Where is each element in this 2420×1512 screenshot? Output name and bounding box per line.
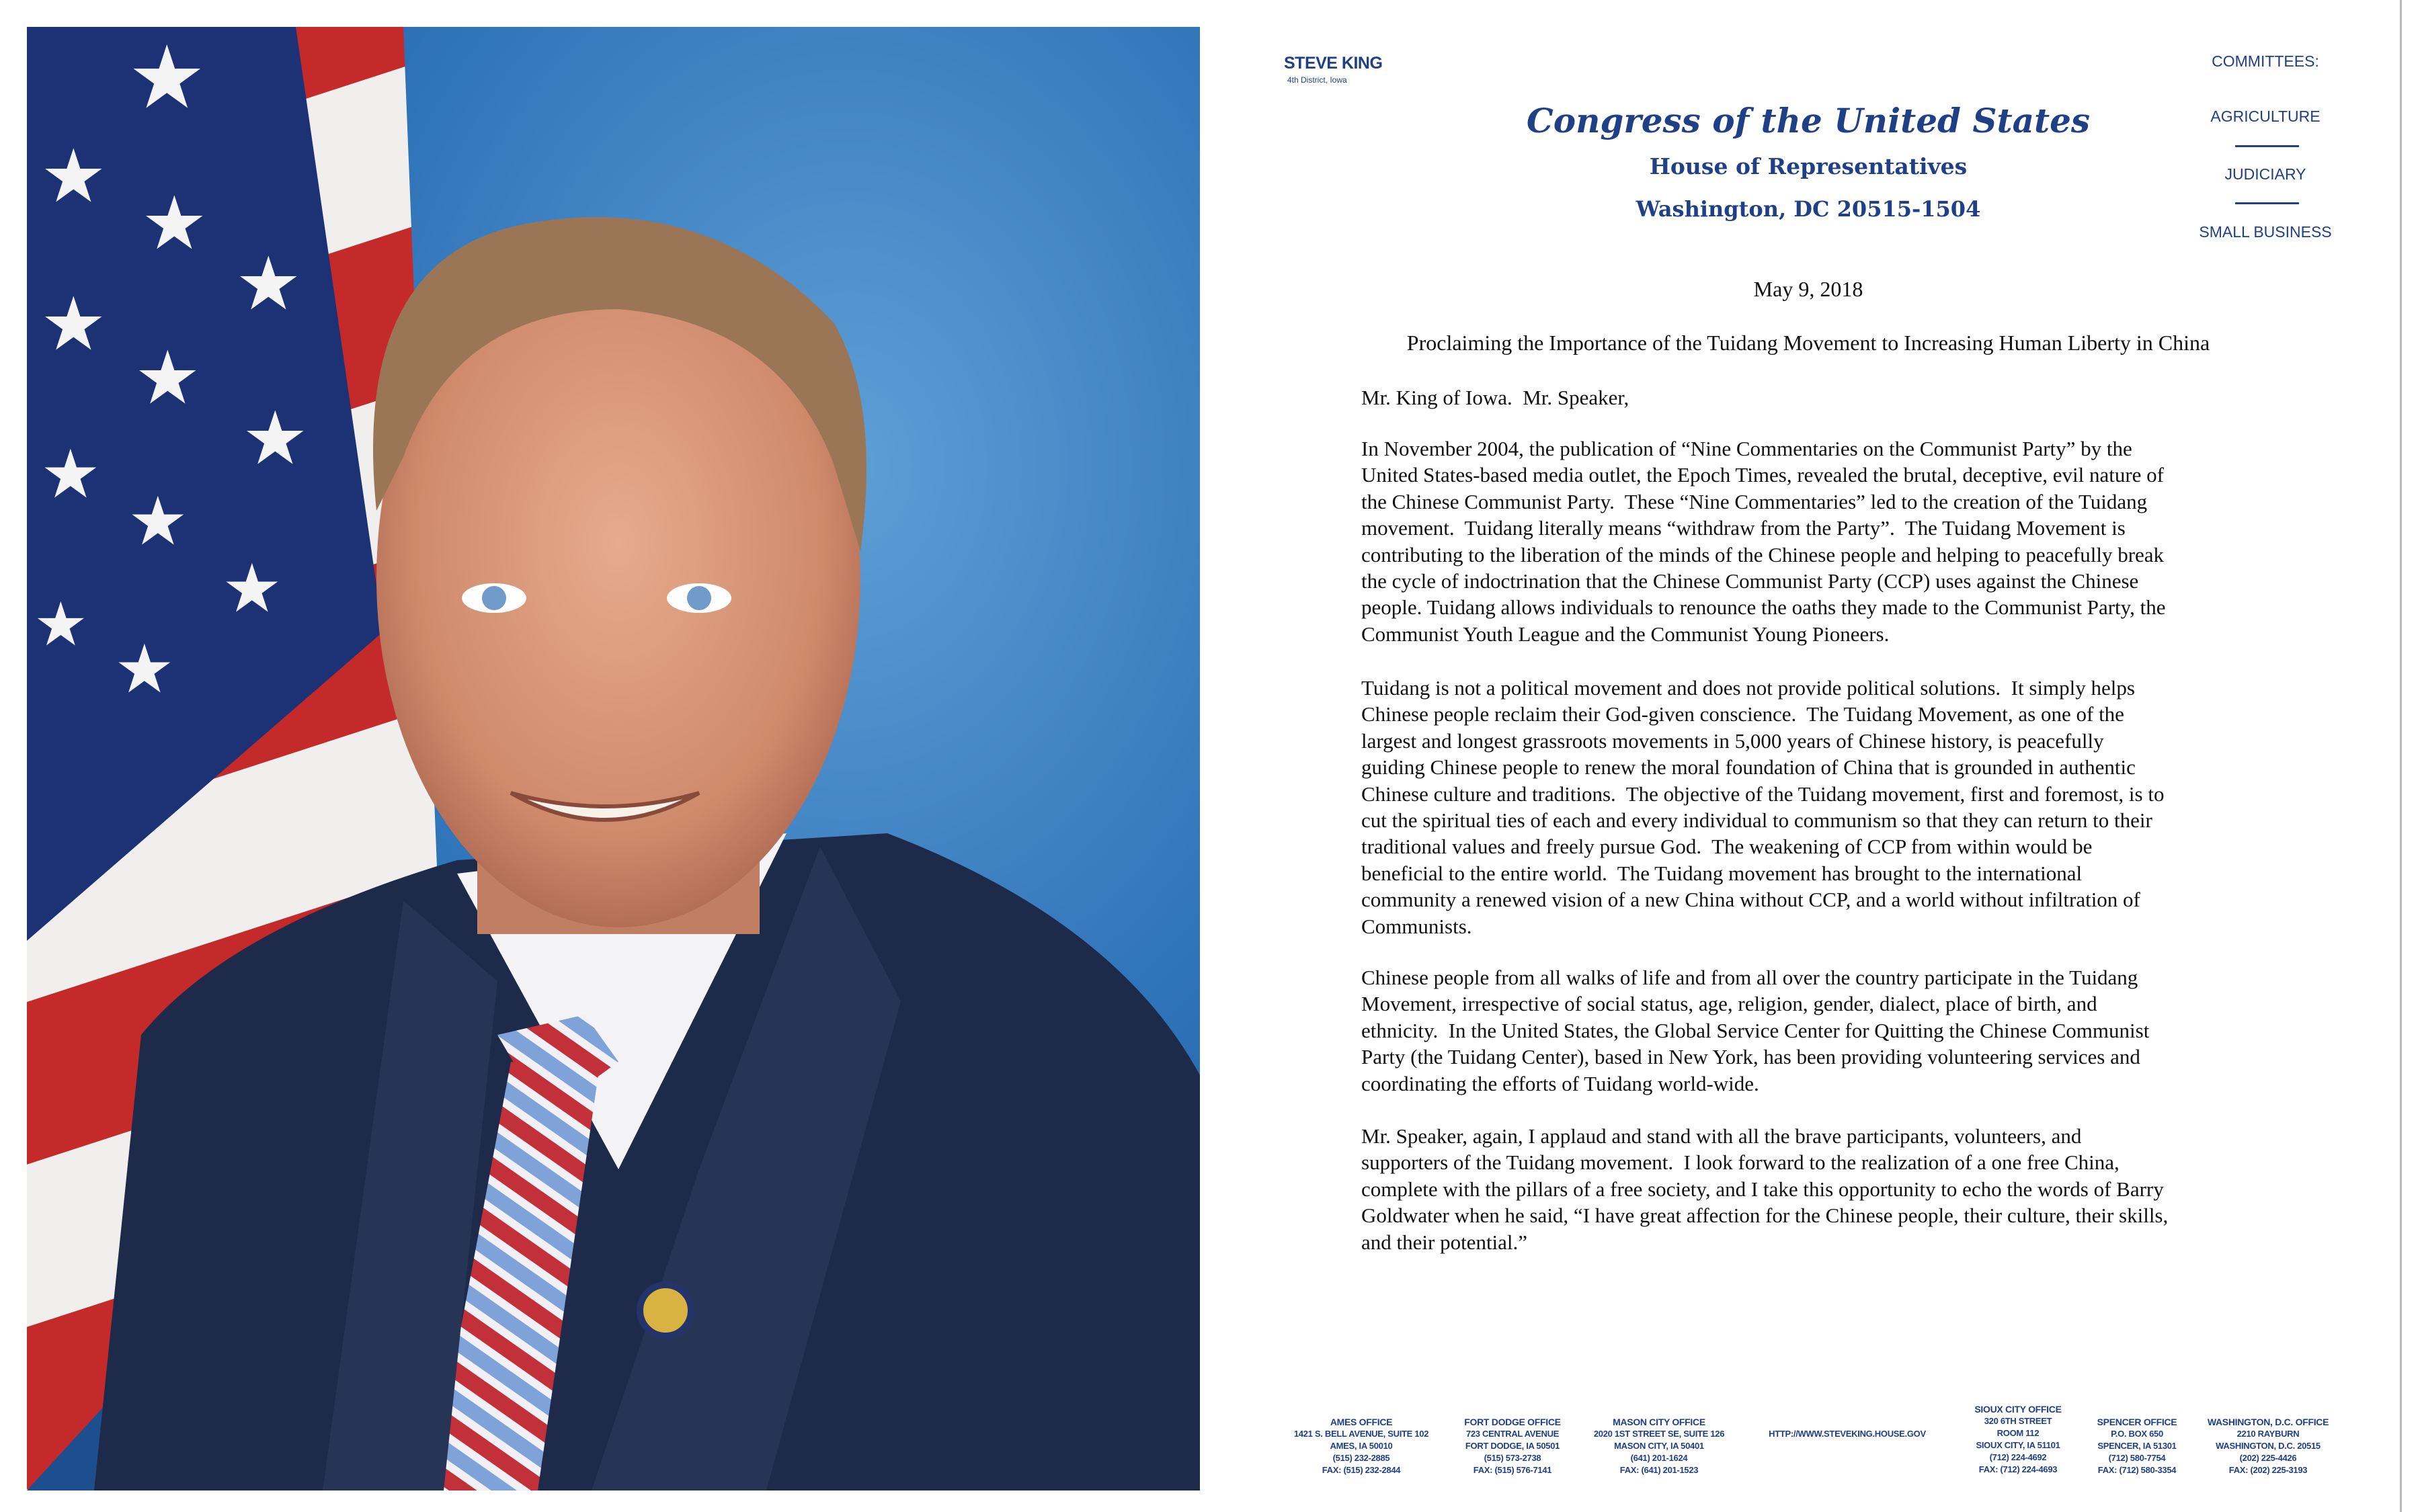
paragraph-line: Chinese culture and traditions. The objective of the Tuidang movement, first and foremost, is to (1361, 782, 2165, 806)
paragraph-3 (1361, 964, 2149, 1097)
paragraph-line: Tuidang is not a political movement and does not provide political solutions. It simply helps (1361, 676, 2135, 700)
committee-agriculture: AGRICULTURE (2210, 108, 2321, 125)
office-line: ROOM 112 (1997, 1428, 2040, 1438)
footer-office (2174, 1416, 2362, 1476)
office-line: MASON CITY, IA 50401 (1614, 1441, 1704, 1451)
office-line: FAX: (641) 201-1523 (1619, 1465, 1699, 1475)
office-line: FAX: (202) 225-3193 (2228, 1465, 2308, 1475)
office-line: (641) 201-1624 (1630, 1453, 1688, 1463)
paragraph-line: coordinating the efforts of Tuidang world-wide. (1361, 1071, 1759, 1095)
office-title: SPENCER OFFICE (2097, 1417, 2177, 1427)
svg-text:★: ★ (134, 337, 201, 419)
committee-divider (2235, 202, 2299, 204)
office-title: SIOUX CITY OFFICE (1974, 1404, 2062, 1415)
paragraph-line: Goldwater when he said, “I have great affection for the Chinese people, their culture, their skills, (1361, 1204, 2169, 1228)
footer-office (1565, 1416, 1753, 1476)
office-line: 1421 S. BELL AVENUE, SUITE 102 (1293, 1429, 1429, 1439)
office-line: WASHINGTON, D.C. 20515 (2216, 1441, 2321, 1451)
office-line: SIOUX CITY, IA 51101 (1976, 1440, 2060, 1450)
office-line: 2210 RAYBURN (2236, 1429, 2300, 1439)
paragraph-line: contributing to the liberation of the minds of the Chinese people and helping to peacefully break (1361, 542, 2165, 566)
paragraph-line: the Chinese Communist Party. These “Nine Commentaries” led to the creation of the Tuidang (1361, 489, 2148, 513)
office-line: FAX: (712) 580-3354 (2097, 1465, 2177, 1475)
committee-divider (2235, 145, 2299, 147)
paragraph-line: ethnicity. In the United States, the Global Service Center for Quitting the Chinese Communist (1361, 1018, 2150, 1042)
paragraph-1 (1361, 435, 2166, 647)
office-line: AMES, IA 50010 (1330, 1441, 1393, 1451)
office-line: SPENCER, IA 51301 (2097, 1441, 2177, 1451)
paragraph-line: community a renewed vision of a new China without CCP, and a world without infiltration of (1361, 888, 2140, 912)
office-line: (712) 224-4692 (1989, 1452, 2047, 1462)
paragraph-line: Movement, irrespective of social status, age, religion, gender, dialect, place of birth, and (1361, 992, 2097, 1016)
committee-judiciary: JUDICIARY (2224, 165, 2306, 183)
district-label: 4th District, Iowa (1287, 75, 1347, 85)
office-title: MASON CITY OFFICE (1613, 1417, 1705, 1427)
paragraph-line: Party (the Tuidang Center), based in New York, has been providing volunteering services and (1361, 1045, 2140, 1069)
svg-text:★: ★ (40, 437, 101, 512)
svg-text:★: ★ (128, 485, 188, 559)
paragraph-line: and their potential.” (1361, 1230, 1528, 1254)
letter-heading: Proclaiming the Importance of the Tuidang Movement to Increasing Human Liberty in China (1406, 331, 2210, 355)
svg-text:★: ★ (235, 243, 302, 325)
paragraph-line: Mr. Speaker, again, I applaud and stand with all the brave participants, volunteers, and (1361, 1124, 2082, 1148)
svg-text:★: ★ (242, 398, 309, 480)
letterhead-subtitle: House of Representatives (1649, 153, 1968, 179)
committee-small-business: SMALL BUSINESS (2199, 223, 2332, 241)
letter-page (1203, 0, 2402, 1512)
office-line: (202) 225-4426 (2239, 1453, 2297, 1463)
office-line: 723 CENTRAL AVENUE (1465, 1429, 1560, 1439)
svg-text:★: ★ (40, 136, 107, 218)
office-line: FORT DODGE, IA 50501 (1465, 1441, 1560, 1451)
office-line: FAX: (515) 232-2844 (1322, 1465, 1401, 1475)
portrait-illustration (27, 27, 1200, 1490)
paragraph-line: beneficial to the entire world. The Tuidang movement has brought to the international (1361, 861, 2083, 885)
committees-label: COMMITTEES: (2212, 52, 2319, 70)
paragraph-line: traditional values and freely pursue God. The weakening of CCP from within would be (1361, 835, 2093, 859)
paragraph-line: the cycle of indoctrination that the Chinese Communist Party (CCP) uses against the Chinese (1361, 569, 2139, 593)
paragraph-line: people. Tuidang allows individuals to renounce the oaths they made to the Communist Party, the (1361, 595, 2166, 620)
paragraph-line: supporters of the Tuidang movement. I look forward to the realization of a one free China, (1361, 1150, 2120, 1175)
paragraph-line: guiding Chinese people to renew the moral foundation of China that is grounded in authentic (1361, 755, 2136, 780)
office-line: FAX: (712) 224-4693 (1978, 1464, 2058, 1474)
representative-name: STEVE KING (1284, 54, 1383, 73)
letter-date: May 9, 2018 (1753, 277, 1863, 301)
svg-text:★: ★ (34, 592, 88, 659)
office-title: AMES OFFICE (1330, 1417, 1393, 1427)
office-title: WASHINGTON, D.C. OFFICE (2207, 1417, 2329, 1427)
paragraph-line: cut the spiritual ties of each and every individual to communism so that they can return to their (1361, 808, 2152, 833)
office-line: (712) 580-7754 (2108, 1453, 2166, 1463)
paragraph-line: movement. Tuidang literally means “withdraw from the Party”. The Tuidang Movement is (1361, 516, 2126, 540)
office-line: 2020 1ST STREET SE, SUITE 126 (1593, 1429, 1725, 1439)
office-line: FAX: (515) 576-7141 (1473, 1465, 1552, 1475)
website-link[interactable]: HTTP://WWW.STEVEKING.HOUSE.GOV (1769, 1429, 1926, 1439)
paragraph-line: largest and longest grassroots movements in 5,000 years of Chinese history, is peacefully (1361, 728, 2104, 753)
paragraph-2 (1361, 675, 2164, 939)
paragraph-line: Communist Youth League and the Communist Young Pioneers. (1361, 622, 1890, 646)
salutation: Mr. King of Iowa. Mr. Speaker, (1361, 386, 1629, 409)
paragraph-line: United States-based media outlet, the Epoch Times, revealed the brutal, deceptive, evil nature of (1361, 463, 2164, 487)
office-title: FORT DODGE OFFICE (1464, 1417, 1561, 1427)
svg-text:★: ★ (40, 284, 107, 366)
paragraph-line: Chinese people from all walks of life and from all over the country participate in the Tuidang (1361, 966, 2138, 989)
paragraph-line: In November 2004, the publication of “Nine Commentaries on the Communist Party” by the (1361, 437, 2132, 460)
paragraph-line: Communists. (1361, 914, 1472, 938)
svg-text:★: ★ (114, 632, 175, 707)
footer-office[interactable] (1753, 1428, 1941, 1440)
office-line: 320 6TH STREET (1984, 1416, 2052, 1426)
svg-text:★: ★ (128, 30, 206, 127)
svg-text:★: ★ (222, 552, 282, 626)
office-line: P.O. BOX 650 (2111, 1429, 2163, 1439)
portrait-photo (27, 27, 1200, 1490)
paragraph-line: Chinese people reclaim their God-given conscience. The Tuidang Movement, as one of the (1361, 702, 2124, 726)
office-line: (515) 232-2885 (1332, 1453, 1390, 1463)
office-line: (515) 573-2738 (1484, 1453, 1541, 1463)
letterhead-title: Congress of the United States (1526, 101, 2091, 140)
svg-text:★: ★ (141, 183, 208, 265)
paragraph-4 (1361, 1123, 2168, 1255)
letterhead-address: Washington, DC 20515-1504 (1636, 196, 1981, 222)
paragraph-line: complete with the pillars of a free society, and I take this opportunity to echo the words of Barry (1361, 1177, 2164, 1201)
